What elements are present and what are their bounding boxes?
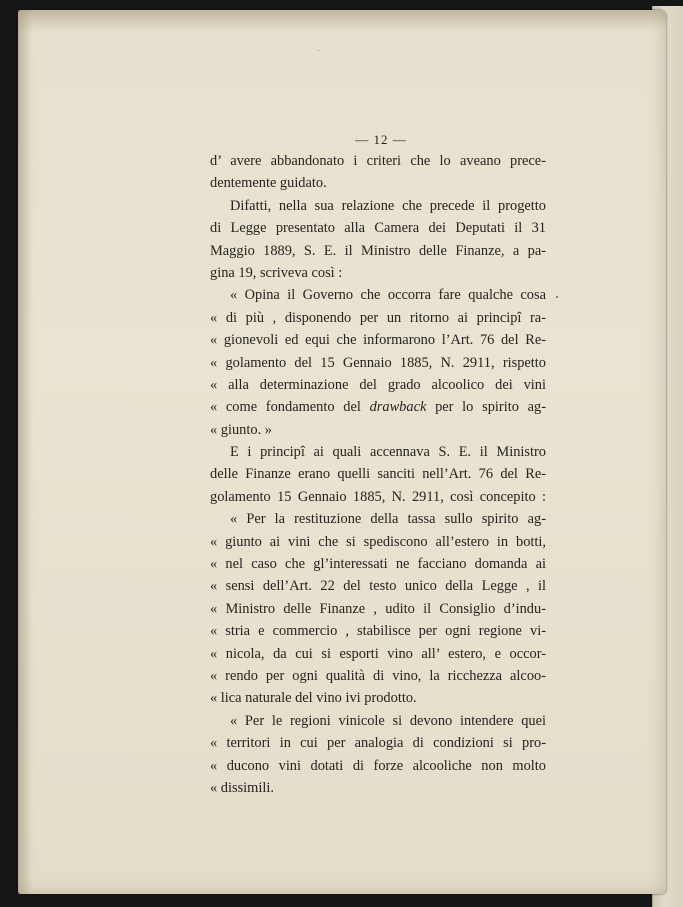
text-line: « come fondamento del drawback per lo spirito ag- (210, 399, 546, 416)
text-line: « dissimili. (210, 779, 274, 796)
text-line: « giunto. » (210, 421, 272, 438)
text-line: « sensi dell’Art. 22 del testo unico della Legge , il (210, 578, 546, 595)
text-line: « Per le regioni vinicole si devono intendere quei (230, 712, 546, 729)
text-line: golamento 15 Gennaio 1885, N. 2911, così concepito : (210, 488, 546, 505)
text-line: « Ministro delle Finanze , udito il Consiglio d’indu- (210, 600, 546, 617)
text-line: « golamento del 15 Gennaio 1885, N. 2911, rispetto (210, 354, 546, 371)
text-line: gina 19, scriveva così : (210, 264, 343, 281)
text-line: Maggio 1889, S. E. il Ministro delle Finanze, a pa- (210, 242, 546, 259)
paper-speck (556, 296, 558, 298)
text-line: di Legge presentato alla Camera dei Deputati il 31 (210, 220, 546, 237)
text-body (210, 150, 546, 799)
text-line: « nel caso che gl’interessati ne facciano domanda ai (210, 556, 546, 573)
text-line: « alla determinazione del grado alcoolico dei vini (210, 376, 546, 393)
text-line: « territori in cui per analogia di condizioni si pro- (210, 735, 546, 752)
text-line: E i principî ai quali accennava S. E. il Ministro (230, 444, 546, 461)
text-line: « Per la restituzione della tassa sullo spirito ag- (230, 511, 546, 528)
text-line: « Opina il Governo che occorra fare qualche cosa (230, 287, 546, 304)
italic-term: drawback (369, 399, 427, 416)
text-line: dentemente guidato. (210, 175, 327, 192)
text-line: « di più , disponendo per un ritorno ai principî ra- (210, 309, 546, 326)
page-text (210, 130, 546, 799)
text-line: « nicola, da cui si esporti vino all’ estero, e occor- (210, 645, 546, 662)
text-line: « giunto ai vini che si spediscono all’estero in botti, (210, 533, 546, 550)
paper-speck (318, 50, 319, 51)
text-line: delle Finanze erano quelli sanciti nell’Art. 76 del Re- (210, 466, 546, 483)
text-line: « rendo per ogni qualità di vino, la ricchezza alcoo- (210, 667, 546, 684)
text-line: « lica naturale del vino ivi prodotto. (210, 690, 417, 707)
page-number: — 12 — (355, 132, 407, 147)
text-line: « stria e commercio , stabilisce per ogni regione vi- (210, 623, 546, 640)
text-line: « ducono vini dotati di forze alcooliche non molto (210, 757, 546, 774)
text-line: Difatti, nella sua relazione che precede il progetto (230, 197, 546, 214)
text-line: d’ avere abbandonato i criteri che lo aveano prece- (210, 153, 546, 169)
text-line: « gionevoli ed equi che informarono l’Art. 76 del Re- (210, 332, 546, 349)
